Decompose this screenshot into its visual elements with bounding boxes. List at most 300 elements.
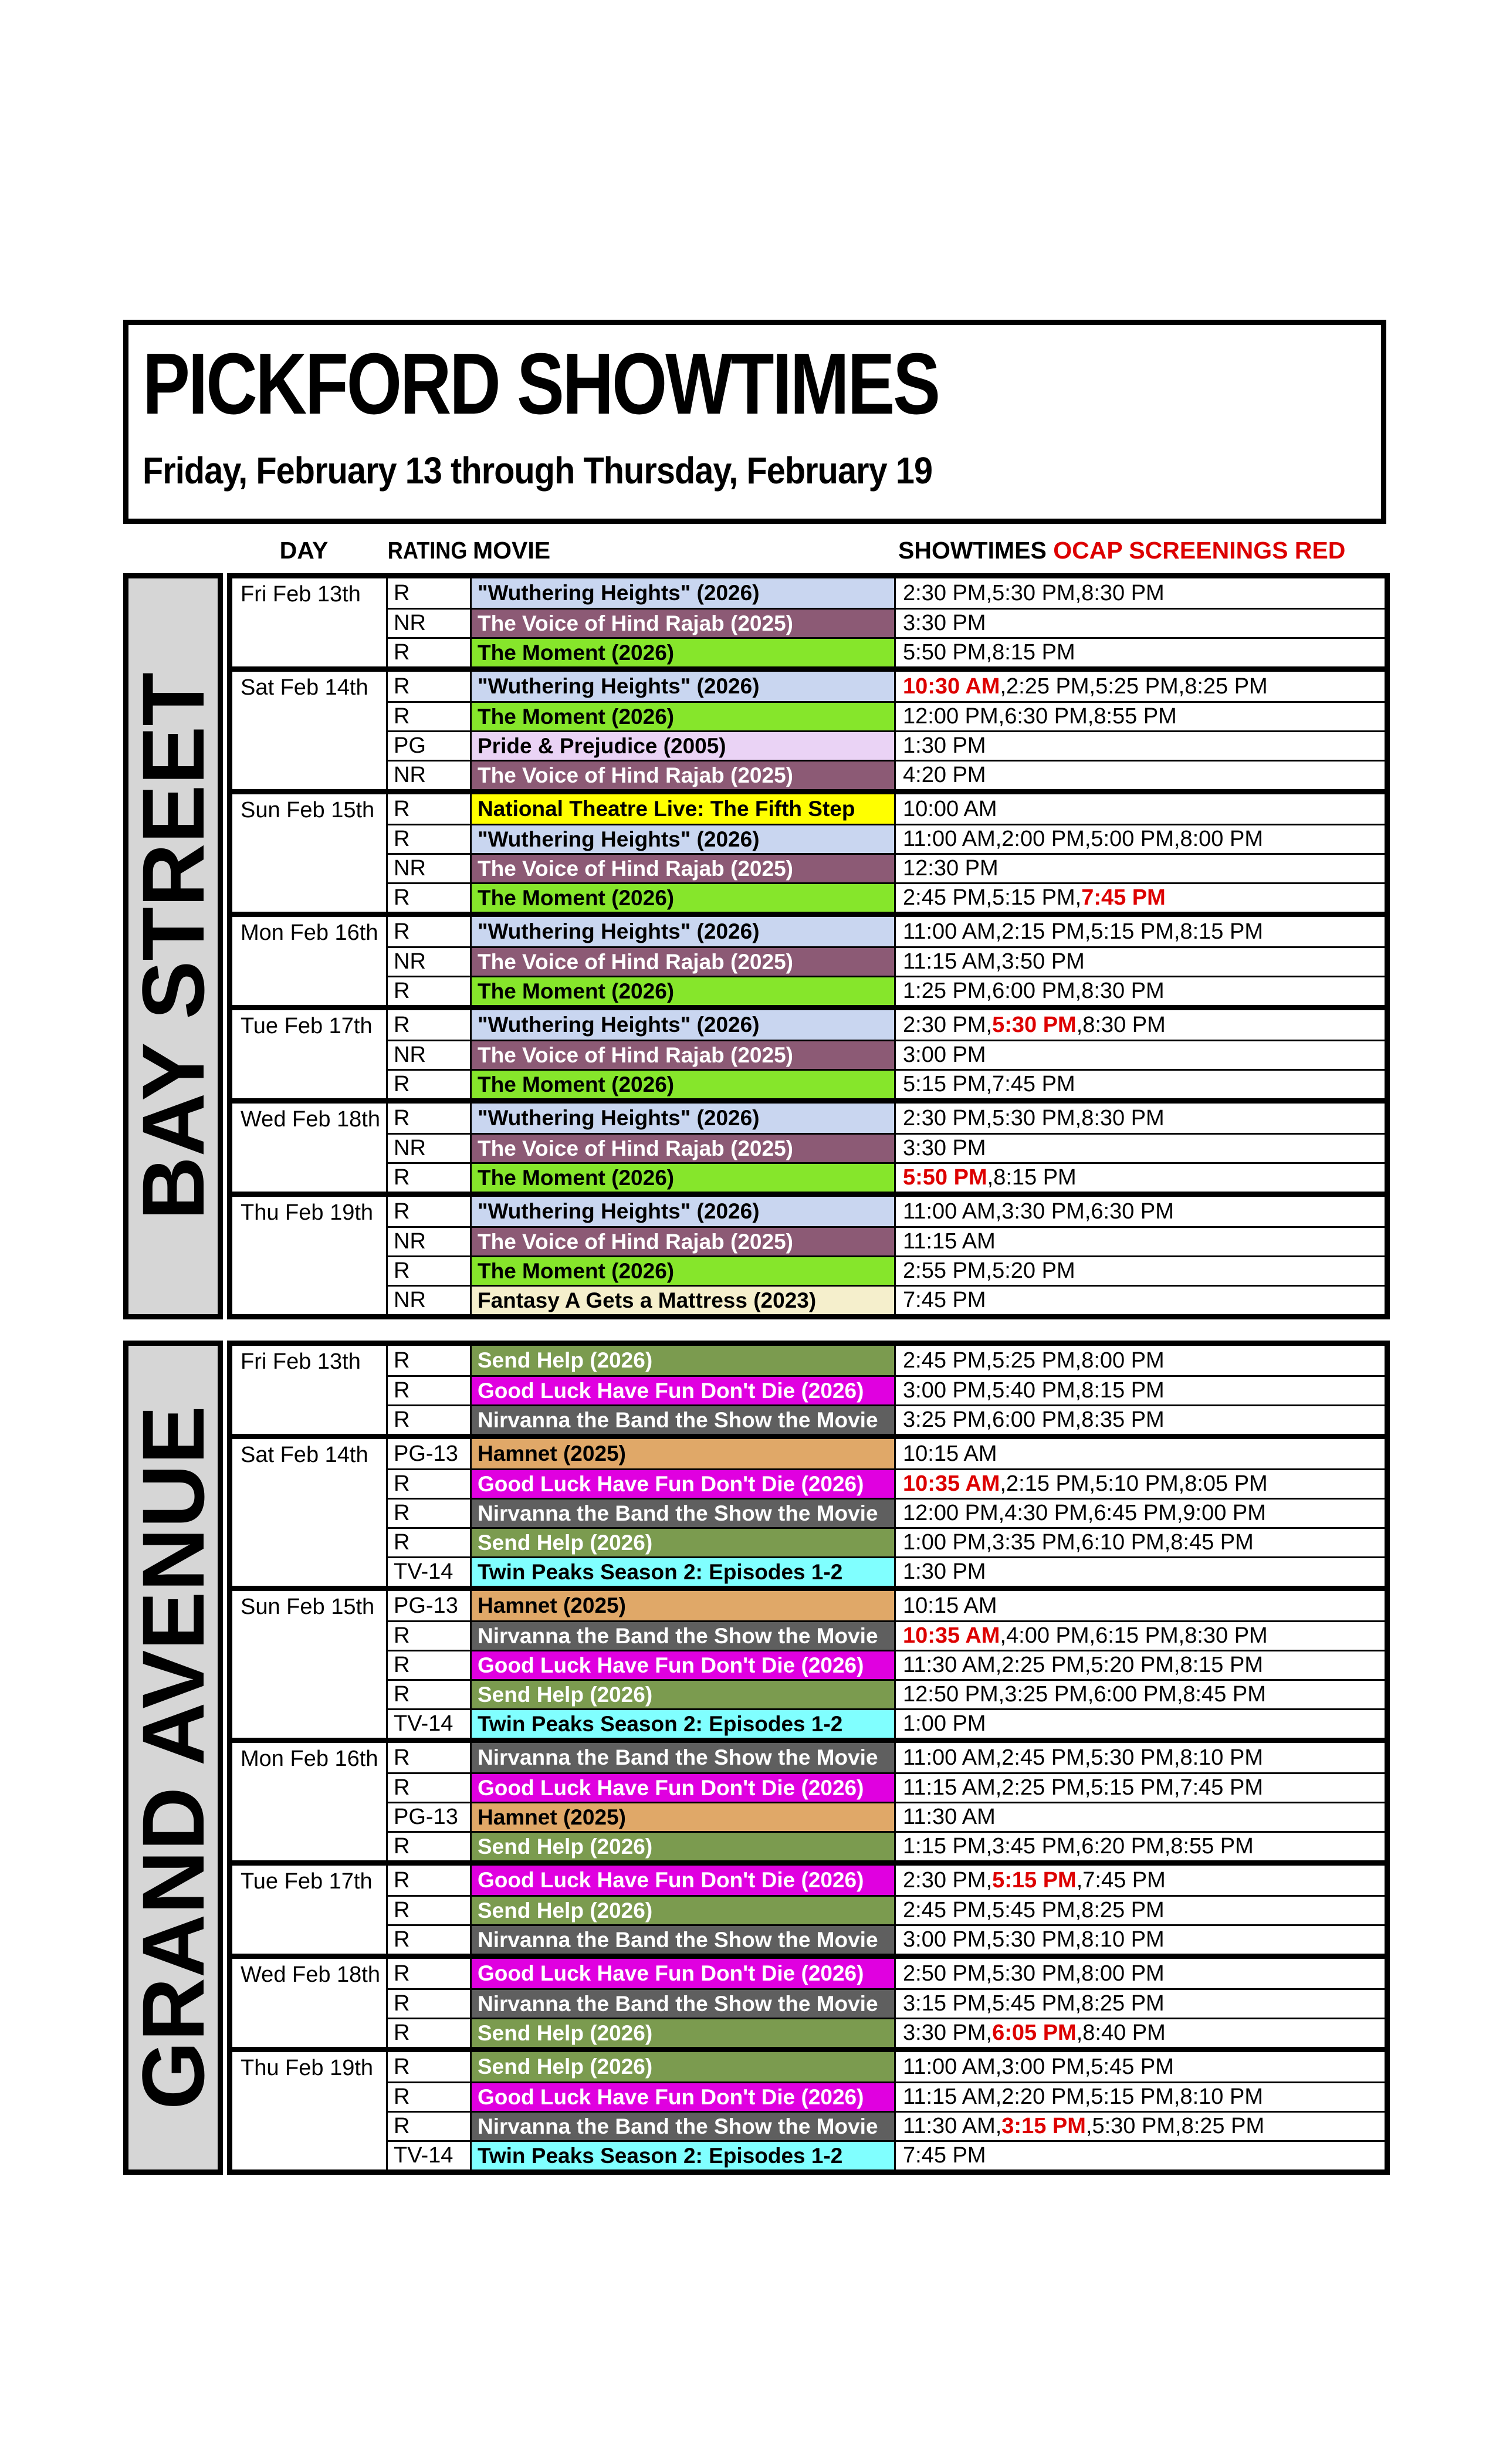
day-group [232,1098,1385,1192]
venue-label-bay-street: BAY STREET [124,672,222,1220]
movie-title-cell: "Wuthering Heights" (2026) [472,917,896,946]
movie-title-cell: The Moment (2026) [472,976,896,1005]
showtime: 2:25 PM [1001,1775,1085,1800]
rating-cell: NR [388,1226,472,1255]
showtime: 10:15 AM [903,1441,997,1466]
movie-title-cell: Send Help (2026) [472,2052,896,2081]
showtime: 3:30 PM [903,2020,986,2045]
column-header-showtimes [898,537,1345,564]
rating-cell: R [388,1650,472,1679]
showtimes-cell [896,1226,1385,1255]
column-header-day: DAY [279,537,329,564]
showtime: 3:00 PM [903,1378,986,1403]
movie-title-cell: "Wuthering Heights" (2026) [472,1197,896,1226]
movie-title-cell: Nirvanna the Band the Show the Movie [472,1924,896,1954]
rating-cell: R [388,882,472,912]
showtime: 6:00 PM [1094,1682,1177,1707]
showtimes-cell: 1:00 PM , 3:35 PM , 6:10 PM , 8:45 PM [896,1527,1385,1556]
rating-cell: PG-13 [388,1802,472,1831]
rating-cell: R [388,1772,472,1802]
showtimes-cell: 11:30 AM , 3:15 PM , 5:30 PM , 8:25 PM [896,2111,1385,2140]
showtime: 7:45 PM [992,1072,1075,1096]
showtimes-cell: 11:00 AM , 2:00 PM , 5:00 PM , 8:00 PM [896,824,1385,853]
ocap-showtime: 3:15 PM [1001,2114,1086,2138]
showtimes-cell: 2:55 PM , 5:20 PM [896,1255,1385,1285]
showtimes-cell [896,730,1385,760]
showtimes-cell: 10:30 AM , 2:25 PM , 5:25 PM , 8:25 PM [903,673,1268,699]
rating-cell: R [388,2111,472,2140]
ocap-showtime: 7:45 PM [1081,885,1166,910]
movie-title-cell: Send Help (2026) [472,1527,896,1556]
showtime: 4:30 PM [1004,1501,1088,1525]
showtimes-cell [896,1802,1385,1831]
rating-cell: R [388,1959,472,1988]
title-box [123,320,1386,524]
showtime: 8:00 PM [1081,1348,1165,1373]
showtime: 3:25 PM [903,1407,986,1432]
movie-title-cell: Good Luck Have Fun Don't Die (2026) [472,1772,896,1802]
day-label: Sat Feb 14th [232,672,388,789]
showtime: 3:00 PM [903,1927,986,1952]
movie-title-cell: "Wuthering Heights" (2026) [472,578,896,608]
showtime: 6:00 PM [992,1407,1075,1432]
showtime: 5:40 PM [992,1378,1075,1403]
showtime: 8:15 PM [993,1165,1077,1190]
showtime: 5:15 PM [1091,2084,1174,2109]
rating-cell: R [388,1988,472,2018]
movie-title-cell: Good Luck Have Fun Don't Die (2026) [472,1959,896,1988]
showtimes-cell [896,1591,1385,1620]
rating-cell: PG [388,730,472,760]
showtimes-cell [896,1040,1385,1069]
movie-title-cell: Hamnet (2025) [472,1802,896,1831]
showtime: 2:30 PM [903,580,986,605]
showtimes-cell: 11:00 AM , 2:15 PM , 5:15 PM , 8:15 PM [903,919,1264,944]
rating-cell: R [388,1743,472,1772]
rating-cell: TV-14 [388,1708,472,1738]
rating-cell: R [388,1375,472,1404]
day-group [232,1738,1385,1860]
showtimes-cell: 10:35 AM , 4:00 PM , 6:15 PM , 8:30 PM [896,1620,1385,1650]
showtime: 8:40 PM [1082,2020,1166,2045]
showtimes-cell: 3:30 PM , 6:05 PM , 8:40 PM [896,2018,1385,2047]
day-label: Sat Feb 14th [232,1439,388,1586]
showtime: 8:25 PM [1081,1991,1165,2016]
movie-title-cell: The Voice of Hind Rajab (2025) [472,608,896,637]
showtime: 2:30 PM [903,1105,986,1131]
showtime: 3:15 PM [903,1991,986,2016]
rating-cell: R [388,1069,472,1098]
venue-sidebar-grand-avenue [123,1341,223,2175]
day-group [232,1586,1385,1738]
rating-cell: R [388,1255,472,1285]
movie-title-cell: Good Luck Have Fun Don't Die (2026) [472,2081,896,2111]
day-group [232,1005,1385,1098]
showtime: 5:20 PM [1091,1653,1174,1677]
showtime: 8:55 PM [1094,704,1177,729]
rating-cell: R [388,1010,472,1040]
section-bay-street [123,573,1390,1319]
showtime: 5:15 PM [1091,919,1174,944]
rating-cell: R [388,1498,472,1527]
showtime: 1:30 PM [903,1559,986,1584]
showtime: 6:10 PM [1081,1530,1165,1555]
rating-cell: R [388,1924,472,1954]
day-group [232,2047,1385,2169]
showtime: 5:45 PM [992,1991,1075,2016]
rating-cell: R [388,1404,472,1434]
showtime: 5:45 PM [992,1898,1075,1923]
showtime: 2:20 PM [1001,2084,1085,2109]
day-label: Thu Feb 19th [232,2052,388,2169]
rating-cell: R [388,2018,472,2047]
showtime: 1:00 PM [903,1711,986,1736]
showtimes-cell [896,2140,1385,2169]
showtime: 1:25 PM [903,979,986,1003]
movie-title-cell: The Voice of Hind Rajab (2025) [472,1226,896,1255]
column-header-row [0,526,1496,569]
showtime: 11:00 AM [903,827,996,851]
showtime: 7:45 PM [903,1288,986,1312]
ocap-showtime: 5:50 PM [903,1165,987,1190]
section-grand-avenue [123,1341,1390,2175]
showtime: 8:10 PM [1180,1745,1264,1770]
showtime: 11:15 AM [903,1229,996,1254]
movie-title-cell: The Moment (2026) [472,1255,896,1285]
showtime: 5:25 PM [992,1348,1075,1373]
showtimes-cell: 2:45 PM , 5:15 PM , 7:45 PM [896,882,1385,912]
movie-title-cell: The Voice of Hind Rajab (2025) [472,1133,896,1162]
day-label: Wed Feb 18th [232,1104,388,1192]
rating-cell: R [388,1346,472,1375]
movie-title-cell: Nirvanna the Band the Show the Movie [472,1988,896,2018]
rating-cell: R [388,824,472,853]
rating-cell: R [388,1468,472,1498]
ocap-showtime: 5:15 PM [992,1867,1077,1893]
rating-cell: R [388,701,472,730]
movie-title-cell: "Wuthering Heights" (2026) [472,1104,896,1133]
day-label: Fri Feb 13th [232,1346,388,1434]
showtime: 2:00 PM [1001,827,1085,851]
movie-title-cell: The Moment (2026) [472,637,896,666]
showtimes-cell [896,853,1385,882]
movie-title-cell: The Voice of Hind Rajab (2025) [472,946,896,976]
showtime: 11:30 AM [903,2114,996,2138]
movie-title-cell: Good Luck Have Fun Don't Die (2026) [472,1866,896,1895]
showtime: 4:20 PM [903,763,986,787]
movie-title-cell: Twin Peaks Season 2: Episodes 1-2 [472,1556,896,1586]
showtimes-cell: 12:00 PM , 4:30 PM , 6:45 PM , 9:00 PM [896,1498,1385,1527]
showtime: 11:00 AM [903,1199,996,1224]
column-header-rating: RATING [387,537,468,564]
day-label: Wed Feb 18th [232,1959,388,2047]
showtime: 8:45 PM [1170,1530,1254,1555]
day-label: Tue Feb 17th [232,1010,388,1098]
showtimes-cell: 1:25 PM , 6:00 PM , 8:30 PM [896,976,1385,1005]
rating-cell: R [388,672,472,701]
showtime: 8:15 PM [1180,1653,1264,1677]
day-group [232,1346,1385,1434]
movie-title-cell: Nirvanna the Band the Show the Movie [472,1620,896,1650]
day-group [232,578,1385,666]
movie-title-cell: The Voice of Hind Rajab (2025) [472,760,896,789]
rating-cell: R [388,1831,472,1860]
page-title: PICKFORD SHOWTIMES [143,336,939,432]
showtimes-cell [896,1285,1385,1314]
showtime: 5:30 PM [1092,2114,1176,2138]
showtime: 12:30 PM [903,856,999,881]
showtime: 8:00 PM [1081,1961,1165,1986]
movie-title-cell: Nirvanna the Band the Show the Movie [472,1743,896,1772]
showtime: 7:45 PM [903,2143,986,2168]
rating-cell: R [388,1895,472,1924]
movie-title-cell: The Moment (2026) [472,701,896,730]
day-group [232,666,1385,789]
showtime: 6:45 PM [1094,1501,1177,1525]
showtimes-label: SHOWTIMES [898,537,1047,564]
showtimes-cell [896,1708,1385,1738]
rating-cell: R [388,1866,472,1895]
movie-title-cell: Send Help (2026) [472,1679,896,1708]
showtime: 5:00 PM [1091,827,1174,851]
showtimes-cell [896,1133,1385,1162]
showtime: 2:15 PM [1001,919,1085,944]
showtime: 8:10 PM [1180,2084,1264,2109]
day-label: Mon Feb 16th [232,1743,388,1860]
rating-cell: R [388,1679,472,1708]
rating-cell: NR [388,608,472,637]
showtime: 8:15 PM [1180,919,1264,944]
showtime: 2:30 PM [903,1012,986,1037]
showtime: 8:30 PM [1082,1012,1166,1037]
showtime: 2:45 PM [1001,1745,1085,1770]
showtime: 12:00 PM [903,704,999,729]
showtimes-cell: 5:50 PM , 8:15 PM [896,637,1385,666]
day-label: Tue Feb 17th [232,1866,388,1954]
showtime: 5:30 PM [1091,1745,1174,1770]
rating-cell: NR [388,946,472,976]
movie-title-cell: Good Luck Have Fun Don't Die (2026) [472,1375,896,1404]
rating-cell: NR [388,1040,472,1069]
day-label: Sun Feb 15th [232,794,388,912]
showtime: 8:30 PM [1184,1623,1268,1648]
movie-title-cell: Send Help (2026) [472,1346,896,1375]
showtime: 8:05 PM [1184,1471,1268,1496]
showtime: 8:30 PM [1081,1105,1165,1131]
rating-cell: R [388,1162,472,1192]
showtime: 8:30 PM [1081,979,1165,1003]
day-group [232,1954,1385,2047]
showtimes-cell [896,1439,1385,1468]
movie-title-cell: The Moment (2026) [472,882,896,912]
showtime: 11:00 AM [903,2054,996,2079]
showtime: 2:30 PM [903,1867,986,1893]
showtimes-cell: 5:50 PM , 8:15 PM [896,1162,1385,1192]
showtime: 8:10 PM [1081,1927,1165,1952]
showtime: 11:15 AM [903,949,996,974]
showtimes-cell: 11:00 AM , 3:00 PM , 5:45 PM [903,2054,1174,2079]
showtime: 12:00 PM [903,1501,999,1525]
showtime: 5:45 PM [1091,2054,1174,2079]
showtime: 8:45 PM [1183,1682,1266,1707]
rating-cell: R [388,2081,472,2111]
day-label: Fri Feb 13th [232,578,388,666]
showtime: 5:15 PM [992,885,1075,910]
rating-cell: PG-13 [388,1591,472,1620]
showtime: 5:50 PM [903,640,986,665]
showtimes-cell: 3:00 PM , 5:30 PM , 8:10 PM [896,1924,1385,1954]
day-group [232,789,1385,912]
showtime: 11:00 AM [903,1745,996,1770]
movie-title-cell: Nirvanna the Band the Show the Movie [472,1404,896,1434]
showtimes-cell [896,1556,1385,1586]
showtimes-table-bay-street [227,573,1390,1319]
showtimes-cell: 3:00 PM , 5:40 PM , 8:15 PM [896,1375,1385,1404]
day-label: Thu Feb 19th [232,1197,388,1314]
showtime: 8:25 PM [1184,673,1268,699]
showtime: 2:25 PM [1006,673,1089,699]
showtimes-cell [896,794,1385,824]
showtimes-cell: 2:50 PM , 5:30 PM , 8:00 PM [903,1961,1165,1986]
showtime: 3:50 PM [1001,949,1085,974]
movie-title-cell: National Theatre Live: The Fifth Step [472,794,896,824]
showtime: 3:30 PM [903,1136,986,1160]
showtime: 7:45 PM [1082,1867,1166,1893]
showtime: 8:55 PM [1170,1834,1254,1859]
movie-title-cell: Twin Peaks Season 2: Episodes 1-2 [472,1708,896,1738]
showtime: 8:00 PM [1180,827,1264,851]
showtime: 11:30 AM [903,1805,996,1829]
showtime: 6:15 PM [1095,1623,1179,1648]
movie-title-cell: Fantasy A Gets a Mattress (2023) [472,1285,896,1314]
showtimes-cell: 3:15 PM , 5:45 PM , 8:25 PM [896,1988,1385,2018]
ocap-showtime: 5:30 PM [992,1012,1077,1037]
showtime: 11:30 AM [903,1653,996,1677]
showtime: 5:30 PM [992,580,1075,605]
ocap-legend: OCAP SCREENINGS RED [1053,537,1346,564]
showtime: 5:15 PM [1091,1775,1174,1800]
showtimes-cell: 1:15 PM , 3:45 PM , 6:20 PM , 8:55 PM [896,1831,1385,1860]
showtime: 8:15 PM [992,640,1075,665]
showtimes-cell: 11:30 AM , 2:25 PM , 5:20 PM , 8:15 PM [896,1650,1385,1679]
showtimes-cell: 2:45 PM , 5:45 PM , 8:25 PM [896,1895,1385,1924]
showtime: 6:00 PM [992,979,1075,1003]
showtimes-cell: 2:30 PM , 5:15 PM , 7:45 PM [903,1867,1166,1893]
showtime: 8:25 PM [1081,1898,1165,1923]
showtime: 5:30 PM [992,1105,1075,1131]
venue-sidebar-bay-street [123,573,223,1319]
showtime: 10:15 AM [903,1593,997,1618]
rating-cell: R [388,2052,472,2081]
showtimes-cell: 2:30 PM , 5:30 PM , 8:30 PM [903,1012,1166,1037]
movie-title-cell: Nirvanna the Band the Show the Movie [472,2111,896,2140]
rating-cell: NR [388,1285,472,1314]
showtime: 5:20 PM [992,1258,1075,1283]
rating-cell: PG-13 [388,1439,472,1468]
showtimes-cell: 5:15 PM , 7:45 PM [896,1069,1385,1098]
showtime: 6:20 PM [1081,1834,1165,1859]
movie-title-cell: Send Help (2026) [472,2018,896,2047]
showtime: 9:00 PM [1183,1501,1266,1525]
showtime: 5:25 PM [1095,673,1179,699]
showtime: 11:15 AM [903,2084,996,2109]
showtimes-cell [896,608,1385,637]
showtimes-cell: 11:00 AM , 3:30 PM , 6:30 PM [903,1199,1174,1224]
showtime: 3:00 PM [903,1043,986,1067]
rating-cell: R [388,1104,472,1133]
showtimes-cell [896,760,1385,789]
showtime: 3:25 PM [1004,1682,1088,1707]
showtime: 8:15 PM [1081,1378,1165,1403]
movie-title-cell: "Wuthering Heights" (2026) [472,672,896,701]
movie-title-cell: Good Luck Have Fun Don't Die (2026) [472,1650,896,1679]
movie-title-cell: The Voice of Hind Rajab (2025) [472,1040,896,1069]
showtime: 3:45 PM [992,1834,1075,1859]
venue-label-grand-avenue: GRAND AVENUE [124,1405,222,2110]
showtime: 6:30 PM [1004,704,1088,729]
page-subtitle: Friday, February 13 through Thursday, February 19 [143,449,933,492]
showtime: 3:30 PM [903,611,986,635]
showtime: 4:00 PM [1006,1623,1089,1648]
showtime: 2:55 PM [903,1258,986,1283]
movie-title-cell: Twin Peaks Season 2: Episodes 1-2 [472,2140,896,2169]
rating-cell: R [388,1527,472,1556]
day-group [232,1434,1385,1586]
showtimes-cell: 2:45 PM , 5:25 PM , 8:00 PM [903,1348,1165,1373]
rating-cell: R [388,794,472,824]
showtime: 5:10 PM [1095,1471,1179,1496]
movie-title-cell: The Voice of Hind Rajab (2025) [472,853,896,882]
movie-title-cell: Nirvanna the Band the Show the Movie [472,1498,896,1527]
rating-cell: NR [388,853,472,882]
showtime: 8:30 PM [1081,580,1165,605]
rating-cell: R [388,917,472,946]
ocap-showtime: 10:35 AM [903,1471,1000,1496]
showtime: 2:50 PM [903,1961,986,1986]
rating-cell: TV-14 [388,2140,472,2169]
showtime: 8:35 PM [1081,1407,1165,1432]
column-header-movie: MOVIE [473,537,551,564]
showtime: 3:00 PM [1001,2054,1085,2079]
movie-title-cell: Good Luck Have Fun Don't Die (2026) [472,1468,896,1498]
movie-title-cell: Send Help (2026) [472,1895,896,1924]
rating-cell: R [388,578,472,608]
showtime: 1:00 PM [903,1530,986,1555]
showtimes-cell: 3:25 PM , 6:00 PM , 8:35 PM [896,1404,1385,1434]
movie-title-cell: "Wuthering Heights" (2026) [472,1010,896,1040]
movie-title-cell: Pride & Prejudice (2005) [472,730,896,760]
ocap-showtime: 10:30 AM [903,673,1000,699]
showtime: 3:30 PM [1001,1199,1085,1224]
showtime: 1:15 PM [903,1834,986,1859]
showtime: 5:30 PM [992,1961,1075,1986]
rating-cell: R [388,976,472,1005]
rating-cell: NR [388,760,472,789]
showtime: 2:15 PM [1006,1471,1089,1496]
showtime: 10:00 AM [903,796,997,821]
rating-cell: R [388,1197,472,1226]
showtime: 2:45 PM [903,885,986,910]
movie-title-cell: "Wuthering Heights" (2026) [472,824,896,853]
showtime: 5:30 PM [992,1927,1075,1952]
day-label: Sun Feb 15th [232,1591,388,1738]
rating-cell: TV-14 [388,1556,472,1586]
showtime: 6:30 PM [1091,1199,1174,1224]
showtime: 11:15 AM [903,1775,996,1800]
showtime: 3:35 PM [992,1530,1075,1555]
movie-title-cell: The Moment (2026) [472,1069,896,1098]
showtime: 2:25 PM [1001,1653,1085,1677]
